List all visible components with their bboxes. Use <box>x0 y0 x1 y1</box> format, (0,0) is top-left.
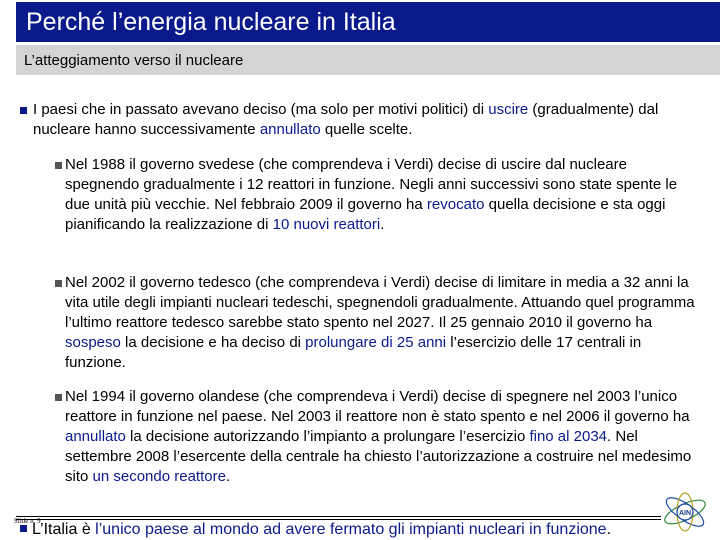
germany-text <box>55 273 705 373</box>
highlight-fino-al-2034: fino al 2034 <box>529 428 608 445</box>
title-bar <box>16 2 720 42</box>
atom-logo-icon <box>660 488 710 532</box>
main-bullet <box>20 100 710 140</box>
page-title: Perché l’energia nucleare in Italia <box>26 8 396 36</box>
highlight-unico-paese: l’unico paese al mondo ad avere fermato gli impianti nucleari in funzione <box>95 521 607 538</box>
text-segment: . <box>606 521 612 538</box>
bullet-square-icon <box>55 394 62 401</box>
bullet-square-icon <box>55 280 62 287</box>
main-bullet-text <box>20 100 710 140</box>
text-segment: la decisione e ha deciso di <box>120 334 306 351</box>
text-segment: la decisione autorizzando l’impianto a prolungare l’esercizio <box>125 428 530 445</box>
bullet-square-icon <box>55 162 62 169</box>
text-segment: I paesi che in passato avevano deciso (ma solo per motivi politici) di <box>33 101 489 118</box>
highlight-10-nuovi-reattori: 10 nuovi reattori <box>272 216 381 233</box>
text-segment: . <box>380 216 385 233</box>
netherlands-text <box>55 387 705 487</box>
highlight-uscire: uscire <box>488 101 529 118</box>
text-segment: . Nel settembre 2008 l’esercente della centrale ha chiesto l’autorizzazione a costruire nel medesimo sito <box>65 428 692 485</box>
slide-number: Slide n. 9 <box>14 517 41 525</box>
text-segment: Nel 1994 il governo olandese (che comprendeva i Verdi) decise di spegnere nel 2003 l’unico reattore in funzione nel paese. Nel 2003 il reattore non è stato spento e nel 2006 il governo ha <box>65 388 690 425</box>
conclusion-bullet <box>20 520 611 540</box>
highlight-sospeso: sospeso <box>65 334 121 351</box>
bullet-square-icon <box>20 525 27 532</box>
sub-bullet-netherlands <box>55 387 705 487</box>
highlight-annullato: annullato <box>259 121 321 138</box>
text-segment: l’esercizio delle 17 centrali in funzione. <box>65 334 642 371</box>
footer-divider <box>16 516 661 517</box>
page-subtitle: L’atteggiamento verso il nucleare <box>24 52 244 69</box>
highlight-annullato: annullato <box>65 428 126 445</box>
sweden-text <box>55 155 705 235</box>
text-segment: quella decisione e sta oggi pianificando la realizzazione di <box>65 196 666 233</box>
text-segment: L’Italia è <box>32 521 96 538</box>
text-segment: quelle scelte. <box>320 121 413 138</box>
subtitle-bar <box>16 45 720 75</box>
sub-bullet-sweden <box>55 155 705 235</box>
text-segment: Nel 1988 il governo svedese (che comprendeva i Verdi) decise di uscire dal nucleare spegnendo gradualmente i 12 reattori in funzione. Negli anni successivi sono state spente le due unità più vecchie. Nel febbraio 2009 il governo ha <box>65 156 678 213</box>
highlight-prolungare: prolungare di 25 anni <box>305 334 447 351</box>
text-segment: . <box>225 468 231 485</box>
highlight-secondo-reattore: un secondo reattore <box>92 468 226 485</box>
logo-text: AIN <box>678 510 692 517</box>
text-segment: (gradualmente) dal nucleare hanno successivamente <box>33 101 659 138</box>
bullet-square-icon <box>20 107 27 114</box>
sub-bullet-germany <box>55 273 705 373</box>
text-segment: Nel 2002 il governo tedesco (che comprendeva i Verdi) decise di limitare in media a 32 anni la vita utile degli impianti nucleari tedeschi, spegnendoli gradualmente. Attuando quel programma l’ultimo reattore tedesco sarebbe stato spento nel 2027. Il 25 gennaio 2010 il governo ha <box>65 274 695 331</box>
highlight-revocato: revocato <box>426 196 485 213</box>
